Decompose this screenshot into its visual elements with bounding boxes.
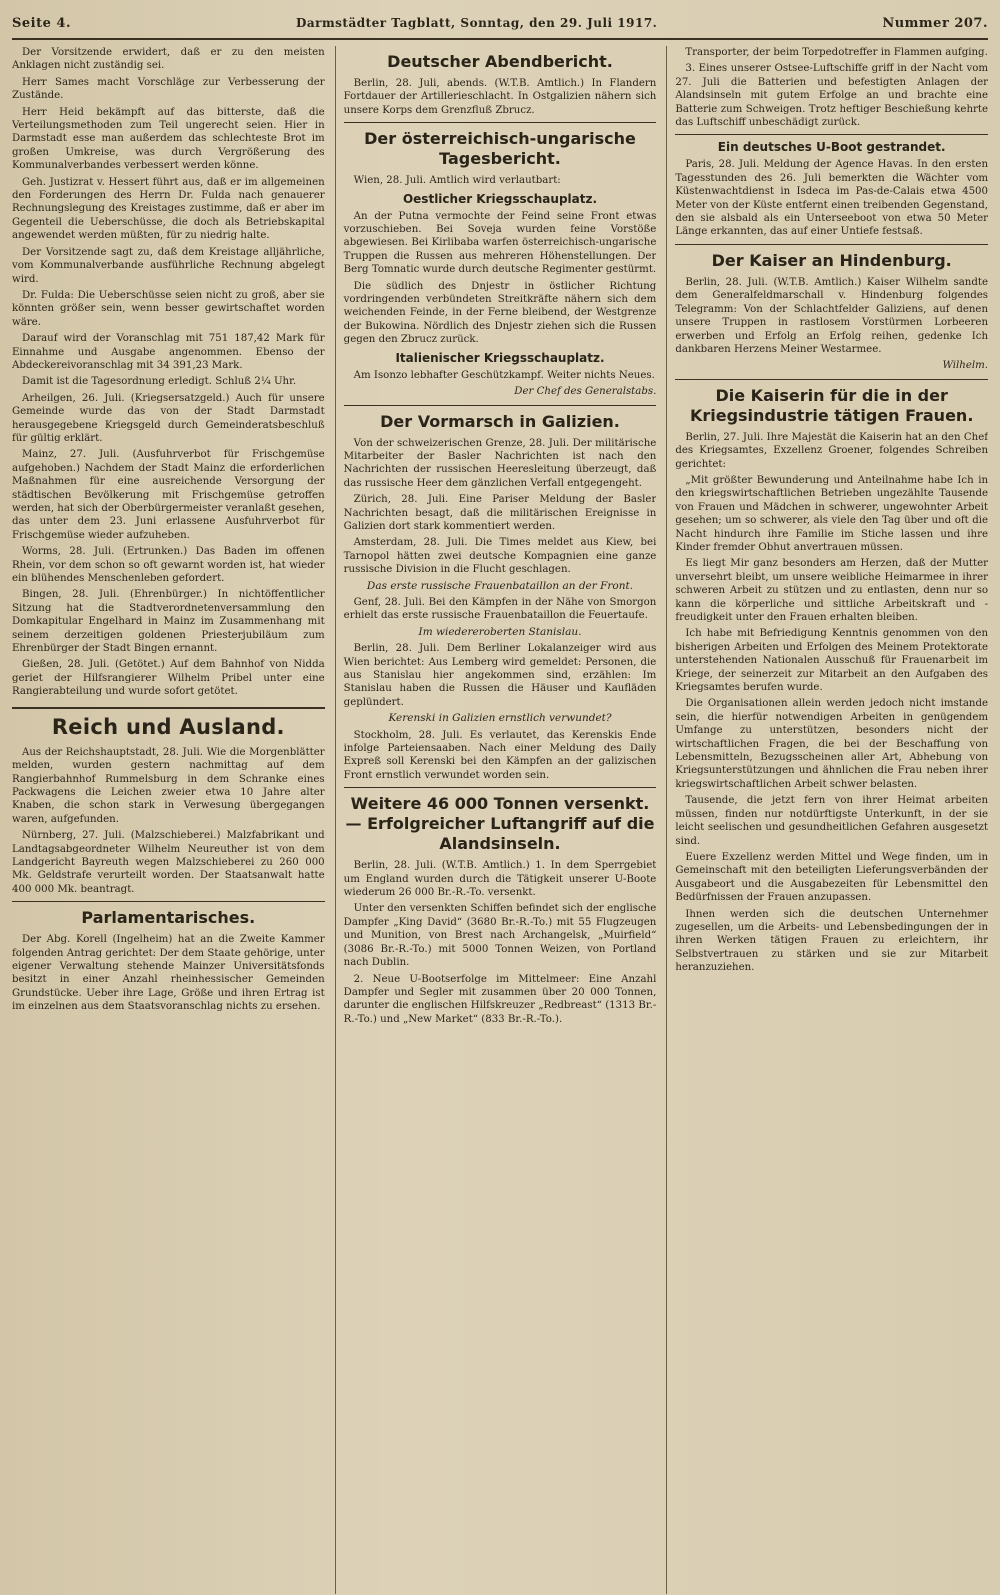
subheading-stanislau: Im wiedereroberten Stanislau. — [418, 625, 582, 638]
heading-vormarsch: Der Vormarsch in Galizien. — [380, 411, 620, 431]
article-paragraph: Die südlich des Dnjestr in östlicher Richtung vordringenden verbündeten Streitkräfte nähern sich dem weichenden Feinde, in der Ferne bleibend, der Westgrenze der Bukowina. Nördlich des Dnjestr ziehen sich die Russen gegen den Zbrucz zurück. — [343, 280, 657, 346]
heading-tonnen-versenkt: Weitere 46 000 Tonnen versenkt. — Erfolgreicher Luftangriff auf die Alandsinseln. — [345, 794, 655, 854]
article-paragraph: Herr Heid bekämpft auf das bitterste, daß die Verteilungsmethoden zum Teil ungerecht seien. Hier in Darmstadt esse man außerdem das schlechteste Brot im großen Umkreise, was durch Vergrößerung des Kommunalverbandes verbessert werden könne. — [12, 106, 325, 172]
article-paragraph: Genf, 28. Juli. Bei den Kämpfen in der Nähe von Smorgon erhielt das erste russische Frauenbataillon die Feuertaufe. — [343, 596, 657, 622]
article-paragraph: Zürich, 28. Juli. Eine Pariser Meldung der Basler Nachrichten besagt, daß die militärischen Ereignisse in Galizien dort stark kommentiert werden. — [343, 494, 657, 532]
article-paragraph: Geh. Justizrat v. Hessert führt aus, daß er im allgemeinen den Forderungen des Herrn Dr. Fulda nach genauerer Rechnungslegung des Kreistages zustimme, daß er aber im Gegenteil die Ueberschüsse, die doch als Betriebskapital angewendet werden müßten, für zu niedrig halte. — [12, 176, 325, 242]
paper-title-date: Darmstädter Tagblatt, Sonntag, den 29. Juli 1917. — [295, 16, 658, 30]
article-paragraph: Berlin, 28. Juli. (W.T.B. Amtlich.) 1. In dem Sperrgebiet um England wurden durch die Tätigkeit unserer U-Boote wiederum 26 000 Br.-R.-To. versenkt. — [343, 860, 657, 899]
article-paragraph: Mainz, 27. Juli. (Ausfuhrverbot für Frischgemüse aufgehoben.) Nachdem der Stadt Mainz die erforderlichen Maßnahmen für eine ausreichende Versorgung der städtischen Bevölkerung mit Frischgemüse getroffen werden, hat sich der Oberbürgermeister veranlaßt gesehen, das unter dem 23. Juni erlassene Ausfuhrverbot für Frischgemüse wieder aufzuheben. — [12, 449, 325, 541]
article-paragraph: Stockholm, 28. Juli. Es verlautet, das Kerenskis Ende infolge Parteiensaaben. Nach einer Meldung des Daily Expreß soll Kerenski bei den Kämpfen an der galizischen Front ernstlich verwundet worden sein. — [343, 729, 657, 781]
article-paragraph: Aus der Reichshauptstadt, 28. Juli. Wie die Morgenblätter melden, wurden gestern nachmittag auf dem Rangierbahnhof Rummelsburg in dem Schranke eines Packwagens die Leichen zweier etwa 10 Jahre alter Knaben, die schon stark in Verwesung übergegangen waren, aufgefunden. — [12, 746, 325, 825]
article-paragraph: Dr. Fulda: Die Ueberschüsse seien nicht zu groß, aber sie könnten größer sein, wenn besser gewirtschaftet worden wäre. — [12, 289, 325, 328]
article-paragraph: Gießen, 28. Juli. (Getötet.) Auf dem Bahnhof von Nidda geriet der Hilfsrangierer Wilhelm Pribel unter eine Rangierabteilung und wurde sofort getötet. — [12, 659, 325, 698]
article-paragraph: Berlin, 27. Juli. Ihre Majestät die Kaiserin hat an den Chef des Kriegsamtes, Exzellenz Groener, folgendes Schreiben gerichtet: — [675, 431, 989, 470]
article-paragraph: An der Putna vermochte der Feind seine Front etwas vorzuschieben. Bei Soveja wurden feine Vorstöße abgewiesen. Bei Kirlibaba warfen österreichisch-ungarische Truppen die Russen aus mehreren Höhenstellungen. Der Berg Tomnatic wurde durch deutsche Regimenter gestürmt. — [343, 210, 657, 276]
heading-parlamentarisches: Parlamentarisches. — [81, 908, 256, 928]
column-2 — [335, 46, 657, 1594]
heading-deutscher-abendbericht: Deutscher Abendbericht. — [387, 52, 613, 71]
article-paragraph: Amsterdam, 28. Juli. Die Times meldet aus Kiew, bei Tarnopol hätten zwei deutsche Kompagnien eine ganze russische Division in die Flucht geschlagen. — [343, 537, 657, 576]
article-paragraph: Damit ist die Tagesordnung erledigt. Schluß 2¼ Uhr. — [22, 376, 297, 388]
article-paragraph: Unter den versenkten Schiffen befindet sich der englische Dampfer „King David“ (3680 Br.-R.-To.) mit 55 Flugzeugen und Munition, von Brest nach Archangelsk, „Muirfield“ (3086 Br.-R.-To.) mit 5000 Tonnen Weizen, von Portland nach Dublin. — [343, 903, 657, 969]
subheading-oestlicher: Oestlicher Kriegsschauplatz. — [402, 191, 598, 206]
article-paragraph: Der Vorsitzende sagt zu, daß dem Kreistage alljährliche, vom Kommunalverbande ausführliche Rechnung abgelegt wird. — [12, 246, 325, 285]
article-paragraph: 2. Neue U-Bootserfolge im Mittelmeer: Eine Anzahl Dampfer und Segler mit zusammen über 20 000 Tonnen, darunter die englischen Hilfskreuzer „Redbreast“ (1313 Br.-R.-To.) und „New Market“ (833 Br.-R.-To.). — [343, 973, 657, 1025]
column-1 — [12, 46, 325, 1594]
heading-oesterreich-tagesbericht: Der österreichisch-ungarische Tagesbericht. — [364, 129, 636, 169]
article-paragraph: Es liegt Mir ganz besonders am Herzen, daß der Mutter unversehrt bleibt, um unsere weibliche Heimarmee in ihrer schweren Arbeit zu stützen und zu entlasten, denn nur so kann die körperliche und sittliche Arbeitskraft und -freudigkeit unter den Frauen erhalten bleiben. — [675, 558, 989, 623]
column-3 — [666, 46, 988, 1594]
subheading-frauenbataillon: Das erste russische Frauenbataillon an der Front. — [366, 579, 634, 592]
article-intro: Wien, 28. Juli. Amtlich wird verlautbart: — [353, 175, 561, 187]
masthead — [12, 8, 988, 40]
article-paragraph: Bingen, 28. Juli. (Ehrenbürger.) In nichtöffentlicher Sitzung hat die Stadtverordnetenversammlung den Domkapitular Engelhard in Mainz im Zusammenhang mit seinem derzeitigen goldenen Priesterjubiläum zum Ehrenbürger der Stadt Bingen ernannt. — [12, 589, 325, 655]
article-paragraph: 3. Eines unserer Ostsee-Luftschiffe griff in der Nacht vom 27. Juli die Batterien und befestigten Anlagen der Alandsinseln mit gutem Erfolge an und brachte eine Batterie zum Schweigen. Trotz heftiger Beschießung kehrte das Luftschiff unbeschädigt zurück. — [675, 63, 989, 129]
article-paragraph: Paris, 28. Juli. Meldung der Agence Havas. In den ersten Tagesstunden des 26. Juli bemerkten die Wächter vom Küstenwachtdienst in Isdeca im Pas-de-Calais etwa 4500 Meter von der Küste entfernt einen treibenden Gegenstand, den sie alsbald als ein Unterseeboot von etwa 50 Meter Länge erkannten, das auf einer Untiefe festsaß. — [675, 159, 989, 238]
page-number: Seite 4. — [12, 15, 71, 31]
article-paragraph: Ich habe mit Befriedigung Kenntnis genommen von den bisherigen Arbeiten und Erfolgen des Meinem Protektorate unterstehenden Nationalen Ausschuß für Frauenarbeit im Kriege, der seinerzeit zur Mitarbeit an den Aufgaben des Kriegsamtes berufen wurde. — [675, 628, 989, 694]
article-paragraph: Arheilgen, 26. Juli. (Kriegsersatzgeld.) Auch für unsere Gemeinde wurde das von der Stadt Darmstadt herausgegebene Kriegsgeld durch Gemeinderatsbeschluß für gültig erklärt. — [12, 392, 325, 444]
article-paragraph: Nürnberg, 27. Juli. (Malzschieberei.) Malzfabrikant und Landtagsabgeordneter Wilhelm Neureuther ist von dem Landgericht Bayreuth wegen Malzschieberei zu 260 000 Mk. Geldstrafe verurteilt worden. Der Staatsanwalt hatte 400 000 Mk. beantragt. — [12, 830, 325, 895]
article-paragraph: Darauf wird der Voranschlag mit 751 187,42 Mark für Einnahme und Ausgabe angenommen. Ebenso der Abdeckereivoranschlag mit 34 391,23 Mark. — [12, 333, 325, 371]
article-paragraph: Von der schweizerischen Grenze, 28. Juli. Der militärische Mitarbeiter der Basler Nachrichten ist nach den Nachrichten der russischen Heeresleitung überzeugt, daß das russische Heer dem gänzlichen Verfall entgegengeht. — [343, 437, 657, 489]
article-paragraph: Am Isonzo lebhafter Geschützkampf. Weiter nichts Neues. — [353, 369, 655, 381]
article-paragraph: Transporter, der beim Torpedotreffer in Flammen aufging. — [685, 47, 988, 58]
signature: Der Chef des Generalstabs. — [514, 386, 657, 398]
article-paragraph: „Mit größter Bewunderung und Anteilnahme habe Ich in den kriegswirtschaftlichen Betrieben ungezählte Tausende von Frauen und Mädchen in schwerer, ungewohnter Arbeit gesehen; um so schwerer, als viele den Tag über und oft die Nacht hindurch ihre Familie im Stiche lassen und ihre Kinder fremder Obhut anvertrauen müssen. — [675, 474, 989, 553]
article-paragraph: Berlin, 28. Juli, abends. (W.T.B. Amtlich.) In Flandern Fortdauer der Artillerieschlacht. In Ostgalizien nähern sich unsere Korps dem Grenzfluß Zbrucz. — [343, 78, 657, 116]
heading-kaiser-hindenburg: Der Kaiser an Hindenburg. — [711, 250, 952, 270]
article-paragraph: Tausende, die jetzt fern von ihrer Heimat arbeiten müssen, finden nur notdürftigste Unterkunft, in der sie leicht seelischen und gesundheitlichen Gefahren ausgesetzt sind. — [675, 795, 989, 847]
article-paragraph: Der Abg. Korell (Ingelheim) hat an die Zweite Kammer folgenden Antrag gerichtet: Der dem Staate gehörige, unter eigener Verwaltung stehende Mainzer Universitätsfonds besitzt in einer Anzahl rheinhessischer Gemeinden Grundstücke. Ueber ihre Lage, Größe und ihren Ertrag ist im einzelnen aus dem Staatsvoranschlag nichts zu ersehen. — [12, 934, 325, 1013]
issue-number: Nummer 207. — [882, 15, 988, 31]
subheading-kerenski: Kerenski in Galizien ernstlich verwundet? — [388, 712, 612, 725]
article-paragraph: Berlin, 28. Juli. (W.T.B. Amtlich.) Kaiser Wilhelm sandte dem Generalfeldmarschall v. Hindenburg folgendes Telegramm: Von der Schlachtfelder Galiziens, auf denen unsere Truppen in rastlosem Vorstürmen Lorbeeren erwerben und Erfolg an Erfolg reihen, gedenke Ich dankbaren Herzens Meiner Westarmee. — [675, 276, 989, 355]
heading-uboot-gestrandet: Ein deutsches U-Boot gestrandet. — [717, 140, 946, 155]
article-paragraph: Der Vorsitzende erwidert, daß er zu den meisten Anklagen nicht zuständig sei. — [12, 47, 325, 72]
article-paragraph: Euere Exzellenz werden Mittel und Wege finden, um in Gemeinschaft mit den beteiligten Lieferungsverbänden der Ausgabeort und die Ausgabezeiten für Lebensmittel den Bedürfnissen der Frauen anzupassen. — [675, 851, 989, 904]
heading-reich-und-ausland: Reich und Ausland. — [12, 707, 325, 740]
subheading-italienischer: Italienischer Kriegsschauplatz. — [395, 350, 605, 365]
heading-kaiserin-frauen: Die Kaiserin für die in der Kriegsindustrie tätigen Frauen. — [689, 385, 974, 425]
article-paragraph: Herr Sames macht Vorschläge zur Verbesserung der Zustände. — [12, 76, 325, 102]
article-paragraph: Worms, 28. Juli. (Ertrunken.) Das Baden im offenen Rhein, vor dem schon so oft gewarnt worden ist, hat wieder ein blühendes Menschenleben gefordert. — [12, 546, 325, 585]
signature: Wilhelm. — [942, 360, 989, 372]
article-paragraph: Ihnen werden sich die deutschen Unternehmer zugesellen, um die Arbeits- und Lebensbedingungen der in ihren Werken tätigen Frauen zu erleichtern, ihr Selbstvertrauen zu stärken und sie zur Mitarbeit heranzuziehen. — [675, 908, 989, 974]
article-paragraph: Die Organisationen allein werden jedoch nicht imstande sein, die hierfür notwendigen Arbeiten in genügendem Umfange zu unterstützen, besonders nicht der wirtschaftlichen Fragen, die bei der Beschaffung von Lebensmitteln, Bezugsscheinen aller Art, Abhebung von Kriegsunterstützungen und ähnlichen die Frau neben ihrer kriegswirtschaftlichen Arbeit schwer belasten. — [675, 698, 989, 790]
article-paragraph: Berlin, 28. Juli. Dem Berliner Lokalanzeiger wird aus Wien berichtet: Aus Lemberg wird gemeldet: Personen, die aus Stanislau hier angekommen sind, erzählen: Im Stanislau haben die Russen die Häuser und Kaufläden geplündert. — [343, 643, 657, 708]
